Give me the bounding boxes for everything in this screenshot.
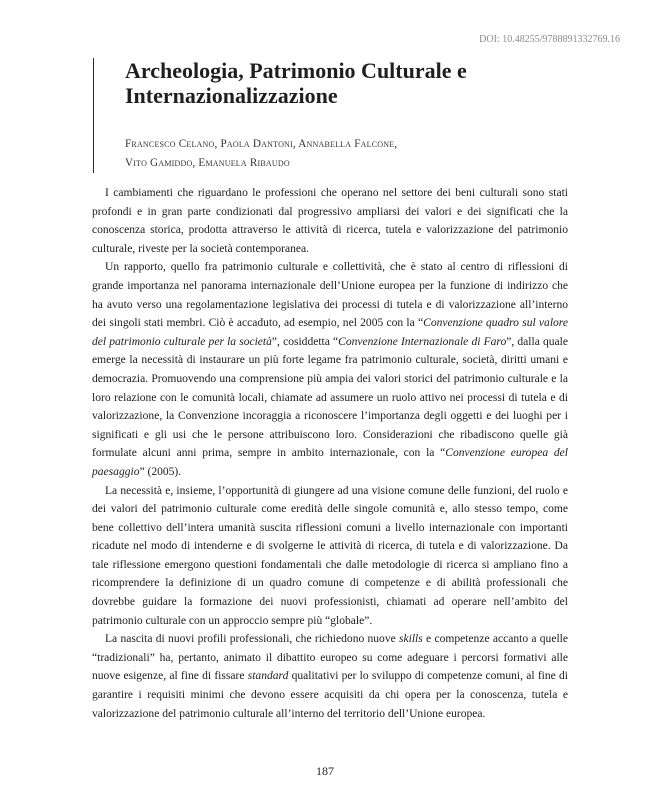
paragraph-4-text-c: qualitativi per lo sviluppo di competenze comuni, al fine di garantire i requisiti minimi che devono essere acquisiti da chi opera per la conoscenza, tutela e valorizzazione del patrimonio culturale all’interno del territorio dell’Unione europea. xyxy=(92,670,569,720)
paragraph-2-italic-1: Convenzione quadro sul valore del patrimonio culturale per la società xyxy=(92,317,568,348)
paragraph-2-text-c: ”, dalla quale emerge la necessità di instaurare un più forte legame fra patrimonio culturale, società, diritti umani e democrazia. Promuovendo una comprensione più ampia dei valori storici del patrimonio culturale e la loro relazione con le comunità locali, chiamate ad assumere un ruolo attivo nei processi di tutela e di valorizzazione, la Convenzione incoraggia a riconoscere l’importanza degli oggetti e dei luoghi per i significati e gli usi che le persone attribuiscono loro. Considerazioni che ribadiscono quelle già formulate alcuni anni prima, sempre in ambito internazionale, con la “ xyxy=(92,335,568,460)
paragraph-2-text-a: Un rapporto, quello fra patrimonio culturale e collettività, che è stato al centro di riflessioni di grande importanza nel panorama internazionale dell’Unione europea per la funzione di indirizzo che ha avuto verso una regolamentazione legislativa dei processi di tutela e di valorizzazione all’interno dei singoli stati membri. Ciò è accaduto, ad esempio, nel 2005 con la “ xyxy=(92,261,568,330)
author-list xyxy=(125,135,625,173)
paragraph-4-italic-2: standard xyxy=(247,670,289,683)
title-line-1: Archeologia, Patrimonio Culturale e xyxy=(125,58,467,83)
body-text xyxy=(92,184,568,723)
doi-label: DOI: 10.48255/9788891332769.16 xyxy=(479,34,620,45)
page-number: 187 xyxy=(316,764,334,778)
paragraph-4-text-b: e competenze accanto a quelle “tradizionali” ha, pertanto, animato il dibattito europeo su come adeguare i percorsi formativi alle nuove esigenze, al fine di fissare xyxy=(92,633,568,683)
paragraph-4-text-a: La nascita di nuovi profili professionali, che richiedono nuove xyxy=(105,633,400,646)
paragraph-1: I cambiamenti che riguardano le professioni che operano nel settore dei beni culturali sono stati profondi e in gran parte condizionati dal progressivo ampliarsi dei valori e dei significati che la conoscenza storica, prodotta attraverso le attività di ricerca, tutela e valorizzazione del patrimonio culturale, riveste per la società contemporanea. xyxy=(92,187,568,255)
chapter-title xyxy=(125,58,625,108)
paragraph-2 xyxy=(92,258,568,481)
paragraph-4 xyxy=(92,630,568,723)
title-line-2: Internazionalizzazione xyxy=(125,83,338,108)
paragraph-2-text-d: ” (2005). xyxy=(139,465,182,478)
paragraph-2-italic-3: Convenzione europea del paesaggio xyxy=(92,447,568,478)
paragraph-2-text-b: ”, cosiddetta “ xyxy=(271,335,339,348)
paragraph-2-italic-2: Convenzione Internazionale di Faro xyxy=(338,335,507,348)
paragraph-3: La necessità e, insieme, l’opportunità di giungere ad una visione comune delle funzioni, del ruolo e dei valori del patrimonio culturale come eredità delle singole comunità e, allo stesso tempo, come bene collettivo dell’intera umanità suscita riflessioni comuni a livello internazionale con importanti ricadute nel modo di intenderne e di svolgerne le attività di ricerca, di tutela e di valorizzazione. Da tale riflessione emergono questioni fondamentali che dalle metodologie di ricerca si ampliano fino a ricomprendere la definizione di un quadro comune di competenze e di abilità professionali che dovrebbe guidare la formazione dei nuovi professionisti, chiamati ad operare nell’ambito del patrimonio culturale con un approccio sempre più “globale”. xyxy=(92,484,568,627)
authors-line-1: Francesco Celano, Paola Dantoni, Annabella Falcone, xyxy=(125,138,398,150)
paragraph-4-italic-1: skills xyxy=(399,633,423,646)
authors-line-2: Vito Gamiddo, Emanuela Ribaudo xyxy=(125,157,290,169)
chapter-header xyxy=(93,58,625,173)
